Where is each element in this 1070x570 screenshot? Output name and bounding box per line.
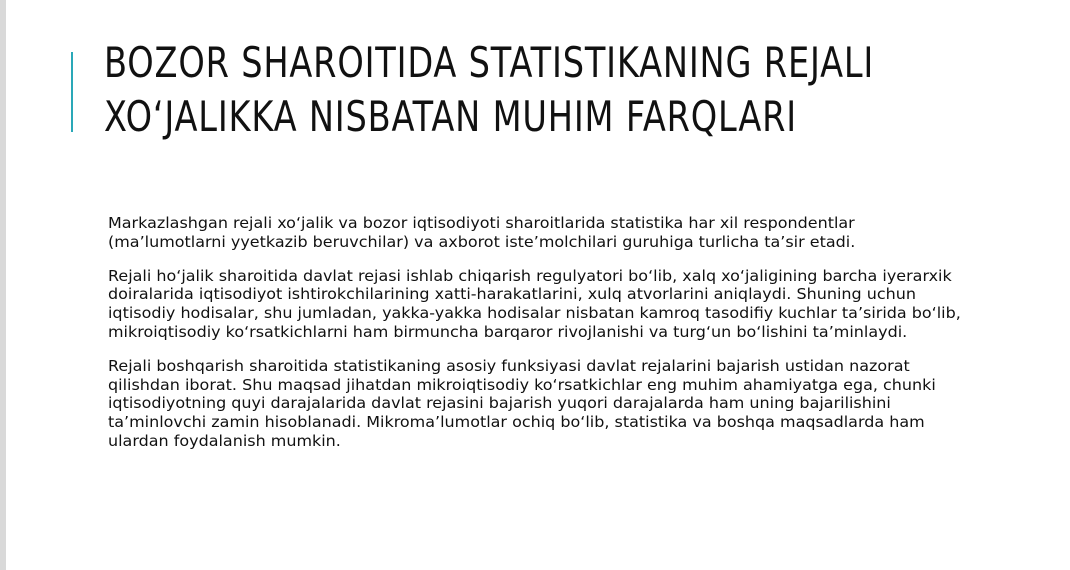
body-paragraph-3: Rejali boshqarish sharoitida statistikaning asosiy funksiyasi davlat rejalarini bajarish ustidan nazorat qilishdan iborat. Shu maqsad jihatdan mikroiqtisodiy ko‘rsatkichlar eng muhim ahamiyatga ega, chunki iqtisodiyotning quyi darajalarida davlat rejasini bajarish yuqori darajalarda ham uning bajarilishini ta’minlovchi zamin hisoblanadi. Mikroma’lumotlar ochiq bo‘lib, statistika va boshqa maqsadlarda ham ulardan foydalanish mumkin. — [108, 356, 936, 450]
title-accent-bar — [71, 52, 73, 132]
body-paragraph-1: Markazlashgan rejali xo‘jalik va bozor iqtisodiyoti sharoitlarida statistika har xil respondentlar (ma’lumotlarni yyetkazib beruvchilar) va axborot iste’molchilari guruhiga turlicha ta’sir etadi. — [108, 214, 856, 251]
slide-title-line-1: BOZOR SHAROITIDA STATISTIKANING REJALI — [104, 38, 875, 87]
slide-title-line-2: XO‘JALIKKA NISBATAN MUHIM FARQLARI — [104, 92, 797, 141]
slide-body — [108, 214, 963, 466]
body-paragraph-2: Rejali ho‘jalik sharoitida davlat rejasi ishlab chiqarish regulyatori bo‘lib, xalq xo‘jaligining barcha iyerarxik doiralarida iqtisodiyot ishtirokchilarining xatti-harakatlarini, xulq atvorlarini aniqlaydi. Shuning uchun iqtisodiy hodisalar, shu jumladan, yakka-yakka hodisalar nisbatan kamroq tasodifiy kuchlar ta’sirida bo‘lib, mikroiqtisodiy ko‘rsatkichlarni ham birmuncha barqaror rivojlanishi va turg‘un bo‘lishini ta’minlaydi. — [108, 266, 961, 341]
slide-left-edge — [0, 0, 6, 570]
slide-title — [104, 36, 875, 144]
